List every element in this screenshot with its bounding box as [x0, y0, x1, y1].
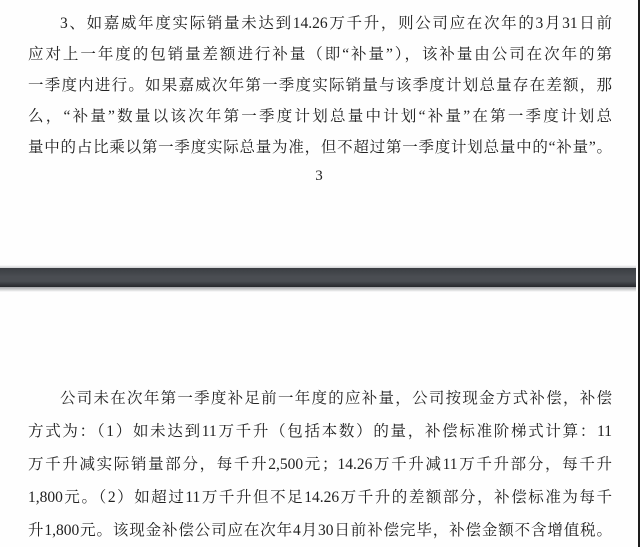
- text-line: 方式为：（1）如未达到11万千升（包括本数）的量，补偿标准阶梯式计算：11: [28, 423, 612, 440]
- page-number: 3: [315, 168, 323, 184]
- text-line: 公司未在次年第一季度补足前一年度的应补量，公司按现金方式补偿，补偿: [60, 390, 612, 407]
- text-line: 万千升减实际销量部分，每千升2,500元；14.26万千升减11万千升部分，每千升: [28, 456, 612, 473]
- page-break-bar: [0, 268, 636, 287]
- paragraph-cash-compensation: [28, 382, 612, 547]
- paragraph-make-up-volume: [28, 8, 612, 163]
- text-line: 应对上一年度的包销量差额进行补量（即“补量”），该补量由公司在次年的第: [28, 46, 612, 63]
- text-line: 量中的占比乘以第一季度实际总量为准，但不超过第一季度计划总量中的“补量”。: [28, 139, 612, 156]
- text-line: 1,800元。（2）如超过11万千升但不足14.26万千升的差额部分，补偿标准为每千: [28, 489, 612, 506]
- text-line: 一季度内进行。如果嘉威次年第一季度实际销量与该季度计划总量存在差额，那: [28, 77, 612, 94]
- text-line: 么，“补量”数量以该次年第一季度计划总量中计划“补量”在第一季度计划总: [28, 108, 612, 125]
- text-line: 3、如嘉威年度实际销量未达到14.26万千升，则公司应在次年的3月31日前: [60, 15, 612, 32]
- text-line: 升1,800元。该现金补偿公司应在次年4月30日前补偿完毕，补偿金额不含增值税。: [28, 522, 612, 539]
